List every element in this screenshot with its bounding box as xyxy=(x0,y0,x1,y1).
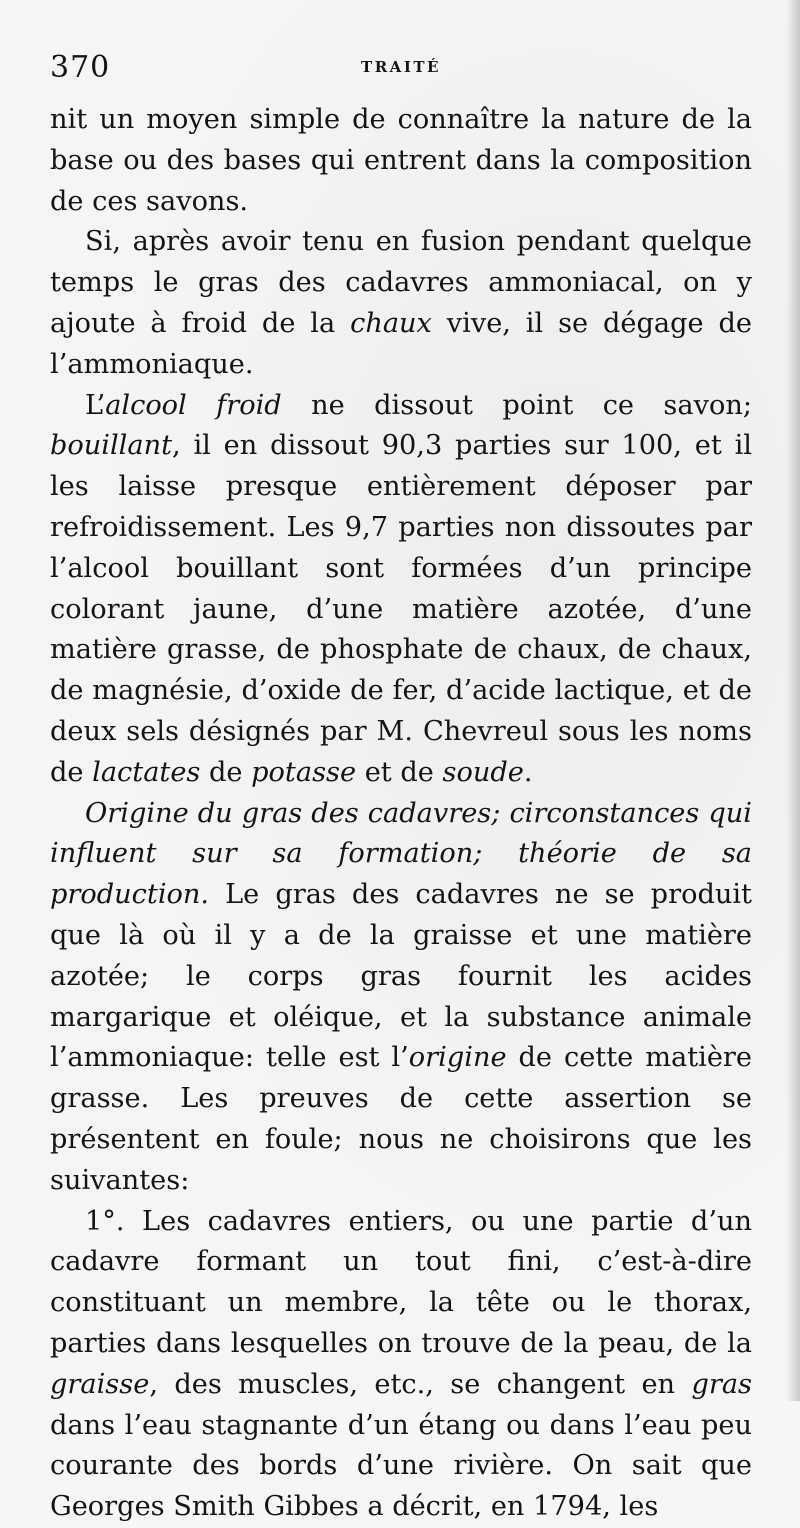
paragraph-3 xyxy=(50,386,752,794)
text-segment: L’ xyxy=(85,389,106,421)
paragraph-4 xyxy=(50,794,752,1202)
text-segment: 1°. Les cadavres entiers, ou une partie d’un cadavre formant un tout fini, c’est-à-dire constituant un membre, la tête ou le thorax, parties dans lesquelles on trouve de la peau, de la xyxy=(50,1205,752,1359)
page-edge-shadow xyxy=(786,0,800,1401)
text-segment: de xyxy=(200,756,252,788)
italic-text-segment: graisse xyxy=(50,1368,150,1400)
paragraph-5 xyxy=(50,1202,752,1528)
running-head xyxy=(50,50,752,100)
text-segment: dans l’eau stagnante d’un étang ou dans l’eau peu courante des bords d’une rivière. On sait que Georges Smith Gibbes a décrit, en 1794, les xyxy=(50,1409,752,1523)
text-segment: ne dissout point ce savon; xyxy=(281,389,752,421)
text-segment: . xyxy=(523,756,533,788)
italic-text-segment: potasse xyxy=(251,756,357,788)
italic-text-segment: soude xyxy=(442,756,524,788)
italic-text-segment: origine xyxy=(408,1042,507,1074)
page-number: 370 xyxy=(50,50,111,85)
body-text xyxy=(50,100,752,1528)
text-segment: Le gras des cadavres ne se produit que là où il y a de la graisse et une matière azotée; le corps gras fournit les acides margarique et oléique, et la substance animale l’ammoniaque: telle est l’ xyxy=(50,879,752,1074)
italic-text-segment: Origine du gras des cadavres; circonstances qui influent sur sa formation; théorie de sa production. xyxy=(50,797,752,911)
paragraph-2 xyxy=(50,222,752,385)
text-segment: vive, il se dégage de l’ammoniaque. xyxy=(50,307,752,380)
text-segment: Si, après avoir tenu en fusion pendant quelque temps le gras des cadavres ammoniacal, on y ajoute à froid de la xyxy=(50,226,752,339)
italic-text-segment: alcool froid xyxy=(105,389,282,421)
italic-text-segment: bouillant xyxy=(50,430,173,462)
text-segment: de cette matière grasse. Les preuves de cette assertion se présentent en foule; nous ne choisirons que les suivantes: xyxy=(50,1042,753,1196)
italic-text-segment: lactates xyxy=(92,756,201,788)
italic-text-segment: chaux xyxy=(350,307,432,339)
text-segment: et de xyxy=(356,756,443,788)
text-segment: , des muscles, etc., se changent en xyxy=(149,1368,692,1400)
text-segment: nit un moyen simple de connaître la nature de la base ou des bases qui entrent dans la composition de ces savons. xyxy=(50,104,752,217)
italic-text-segment: gras xyxy=(691,1368,752,1400)
text-segment: , il en dissout 90,3 parties sur 100, et il les laisse presque entièrement déposer par refroidissement. Les 9,7 parties non dissoutes par l’alcool bouillant sont formées d’un principe colorant jaune, d’une matière azotée, d’une matière grasse, de phosphate de chaux, de chaux, de magnésie, d’oxide de fer, d’acide lactique, et de deux sels désignés par M. Chevreul sous les noms de xyxy=(50,430,752,788)
running-head-title: TRAITÉ xyxy=(361,58,441,76)
paragraph-1 xyxy=(50,100,752,222)
